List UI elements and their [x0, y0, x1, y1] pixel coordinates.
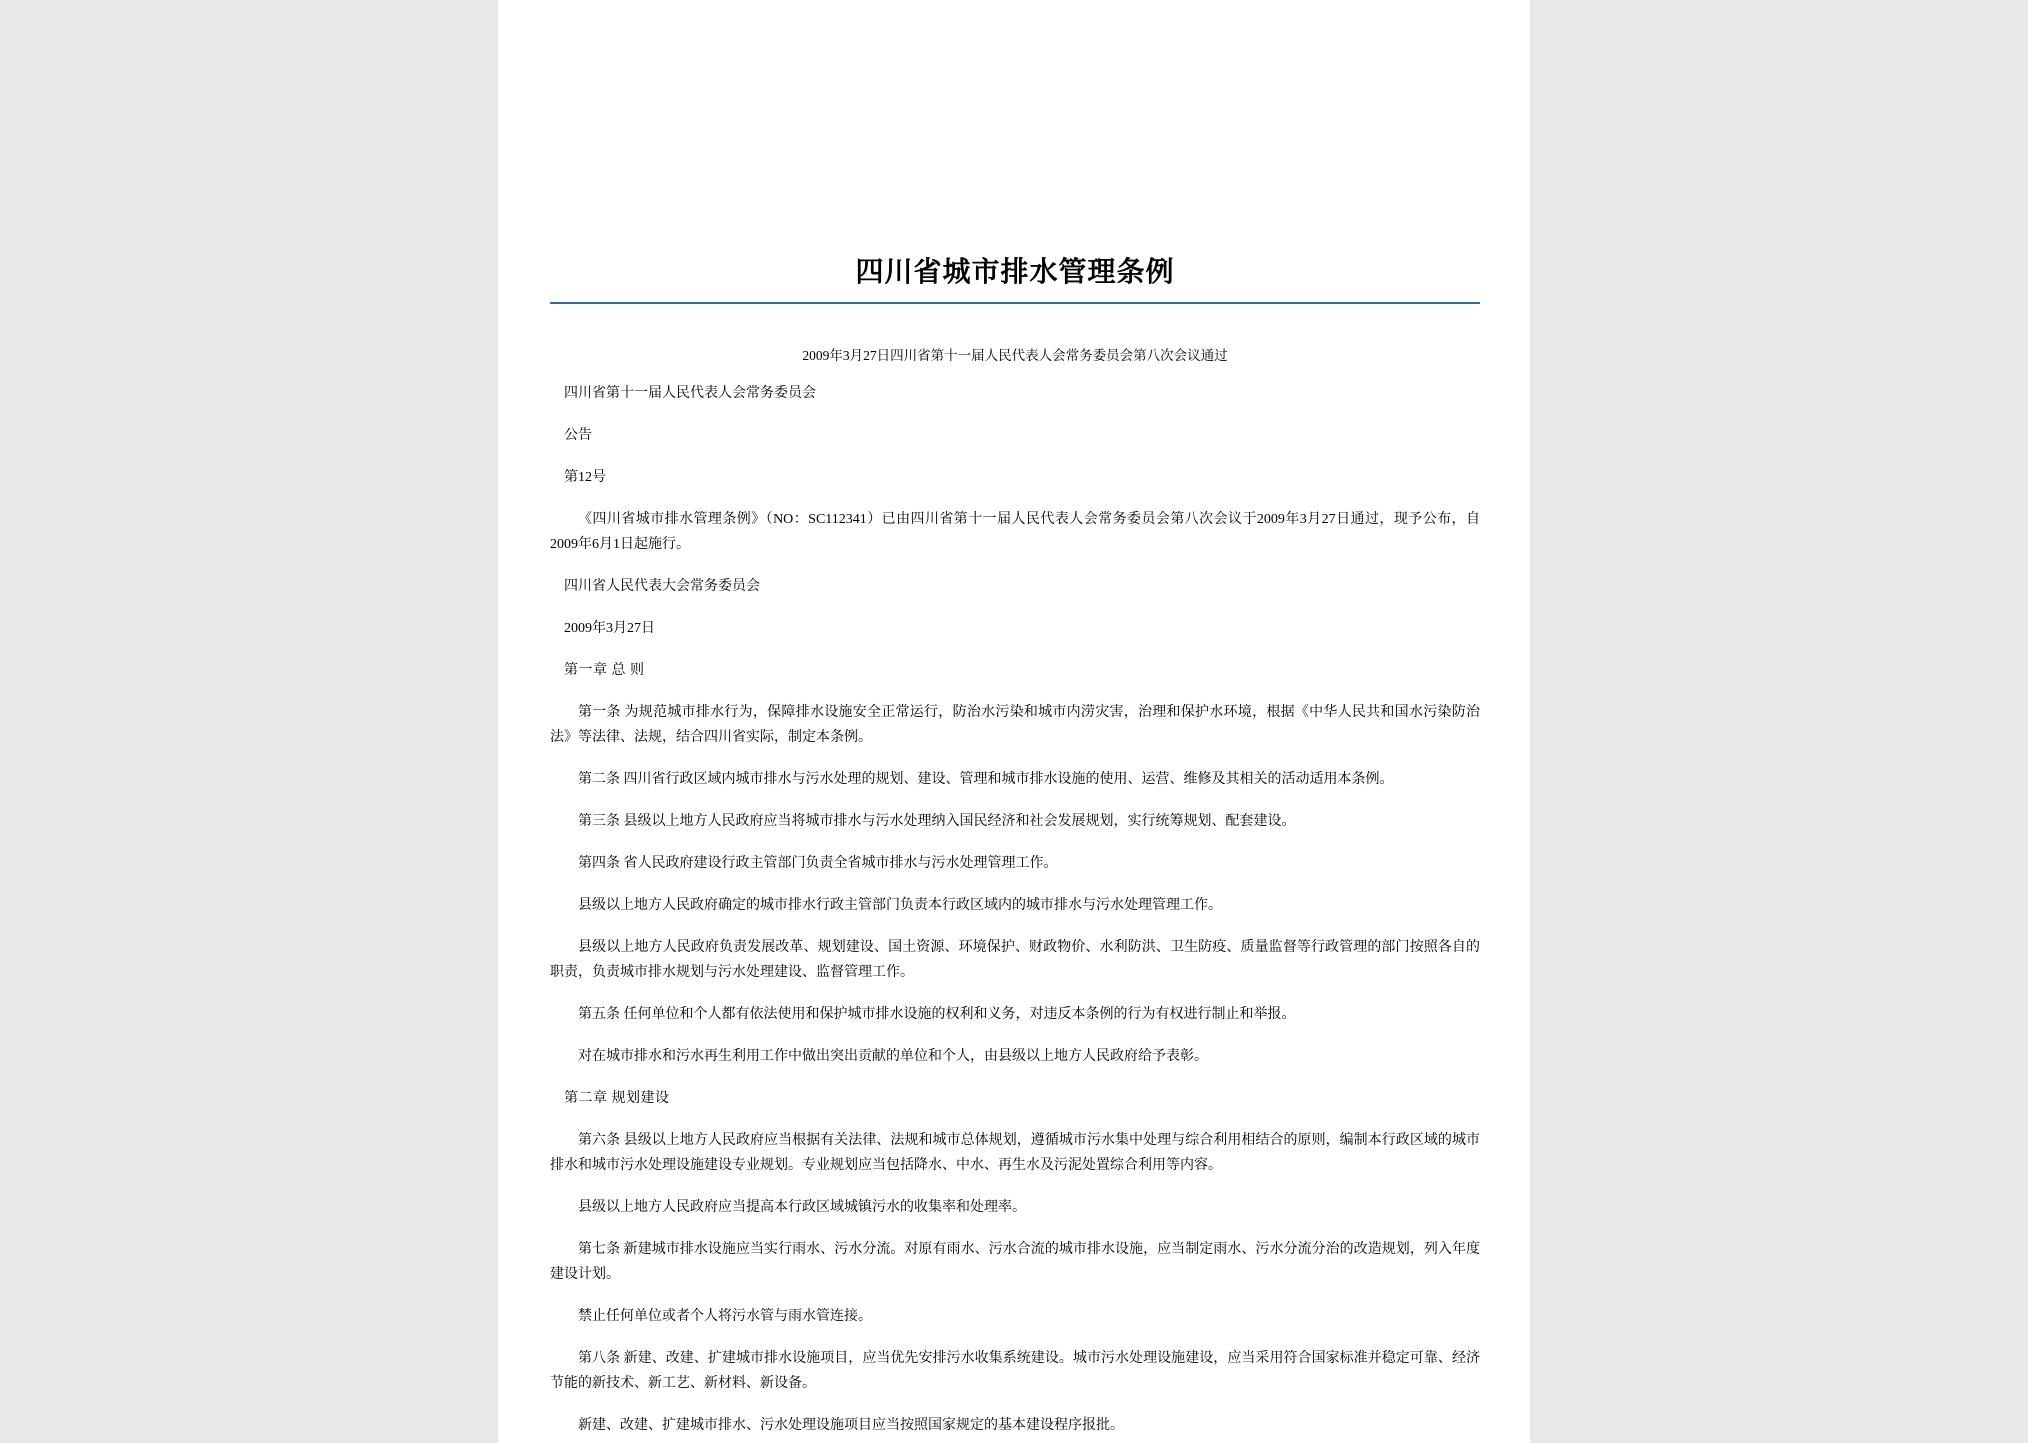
paragraph: 县级以上地方人民政府确定的城市排水行政主管部门负责本行政区域内的城市排水与污水处理管理工作。 [578, 897, 1222, 913]
document-subtitle: 2009年3月27日四川省第十一届人民代表人会常务委员会第八次会议通过 [802, 347, 1228, 363]
paragraph: 第一条 为规范城市排水行为，保障排水设施安全正常运行，防治水污染和城市内涝灾害，治理和保护水环境，根据《中华人民共和国水污染防治法》等法律、法规，结合四川省实际，制定本条例。 [550, 704, 1480, 745]
paragraph: 第七条 新建城市排水设施应当实行雨水、污水分流。对原有雨水、污水合流的城市排水设施，应当制定雨水、污水分流分治的改造规划，列入年度建设计划。 [550, 1241, 1480, 1282]
page-title: 四川省城市排水管理条例 [855, 255, 1175, 288]
document-page [498, 0, 1530, 1443]
paragraph: 第四条 省人民政府建设行政主管部门负责全省城市排水与污水处理管理工作。 [578, 855, 1058, 871]
paragraph: 第三条 县级以上地方人民政府应当将城市排水与污水处理纳入国民经济和社会发展规划，实行统筹规划、配套建设。 [578, 813, 1296, 829]
chapter-heading: 第二章 规划建设 [564, 1090, 670, 1106]
paragraph: 四川省人民代表大会常务委员会 [564, 578, 760, 594]
paragraph: 县级以上地方人民政府应当提高本行政区域城镇污水的收集率和处理率。 [578, 1199, 1026, 1215]
paragraph: 第八条 新建、改建、扩建城市排水设施项目，应当优先安排污水收集系统建设。城市污水处理设施建设，应当采用符合国家标准并稳定可靠、经济节能的新技术、新工艺、新材料、新设备。 [550, 1350, 1480, 1391]
paragraph: 第六条 县级以上地方人民政府应当根据有关法律、法规和城市总体规划，遵循城市污水集中处理与综合利用相结合的原则，编制本行政区域的城市排水和城市污水处理设施建设专业规划。专业规划应当包括降水、中水、再生水及污泥处置综合利用等内容。 [550, 1132, 1480, 1173]
paragraph: 禁止任何单位或者个人将污水管与雨水管连接。 [578, 1308, 872, 1324]
paragraph: 公告 [564, 427, 592, 443]
paragraph: 四川省第十一届人民代表人会常务委员会 [564, 385, 816, 401]
paragraph: 2009年3月27日 [564, 620, 655, 636]
chapter-heading: 第一章 总 则 [564, 662, 645, 678]
document-body [550, 0, 1480, 1443]
paragraph: 第五条 任何单位和个人都有依法使用和保护城市排水设施的权利和义务，对违反本条例的行为有权进行制止和举报。 [578, 1006, 1296, 1022]
paragraph: 第12号 [564, 469, 606, 485]
paragraph: 《四川省城市排水管理条例》（NO：SC112341）已由四川省第十一届人民代表人会常务委员会第八次会议于2009年3月27日通过，现予公布，自2009年6月1日起施行。 [550, 511, 1480, 552]
paragraph: 新建、改建、扩建城市排水、污水处理设施项目应当按照国家规定的基本建设程序报批。 [578, 1417, 1124, 1433]
paragraph: 县级以上地方人民政府负责发展改革、规划建设、国土资源、环境保护、财政物价、水利防洪、卫生防疫、质量监督等行政管理的部门按照各自的职责，负责城市排水规划与污水处理建设、监督管理工作。 [550, 939, 1480, 980]
title-divider [550, 302, 1480, 304]
paragraph: 第二条 四川省行政区域内城市排水与污水处理的规划、建设、管理和城市排水设施的使用、运营、维修及其相关的活动适用本条例。 [578, 771, 1394, 787]
paragraph: 对在城市排水和污水再生利用工作中做出突出贡献的单位和个人，由县级以上地方人民政府给予表彰。 [578, 1048, 1208, 1064]
